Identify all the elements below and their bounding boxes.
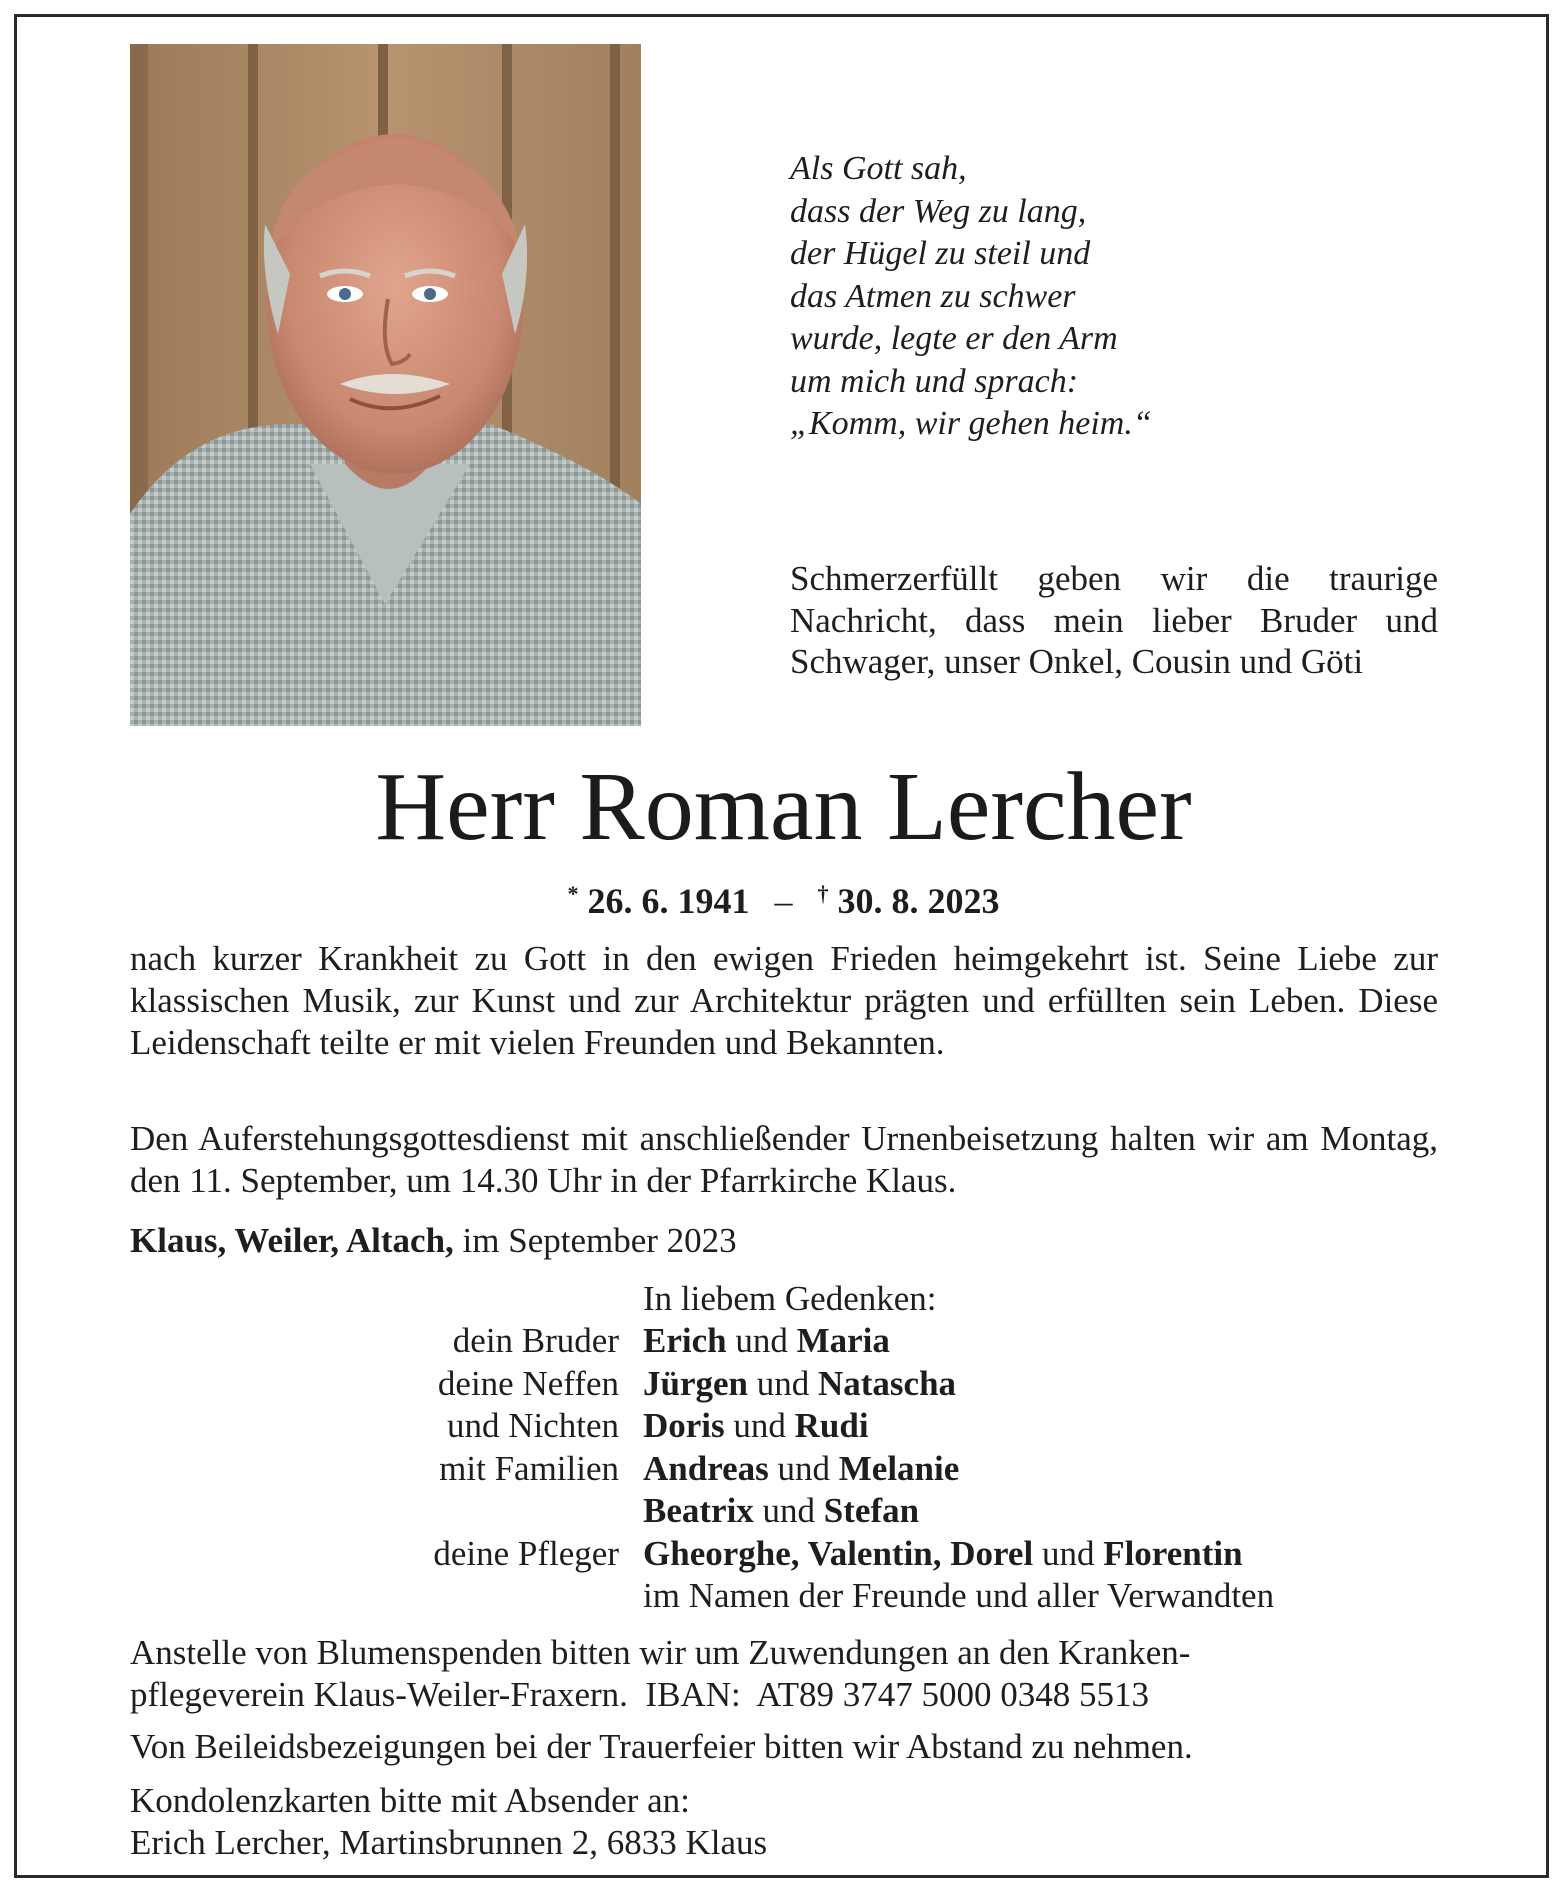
donation-note <box>130 1632 1438 1716</box>
caregiver-names: Gheorghe, Valentin, Dorel <box>643 1533 1034 1573</box>
family-row <box>0 1490 1567 1533</box>
family-names <box>643 1405 869 1448</box>
in-memory-heading: In liebem Gedenken: <box>643 1279 937 1318</box>
birth-date: 26. 6. 1941 <box>587 881 750 921</box>
life-dates <box>0 872 1567 923</box>
family-names <box>643 1448 959 1491</box>
family-name: Erich <box>643 1321 727 1360</box>
conjunction: und <box>756 1363 810 1403</box>
family-names <box>643 1533 1243 1576</box>
family-role: deine Neffen <box>437 1363 619 1403</box>
family-name: Natascha <box>818 1363 957 1403</box>
birth-symbol: * <box>567 881 579 906</box>
family-name: Rudi <box>794 1406 869 1445</box>
conjunction: und <box>1041 1533 1095 1573</box>
family-row-closing <box>0 1575 1567 1618</box>
poem-line: Als Gott sah, <box>790 150 967 187</box>
family-names <box>643 1363 956 1406</box>
deceased-name: Herr Roman Lercher <box>375 753 1192 861</box>
poem-line: wurde, legte er den Arm <box>790 320 1118 357</box>
closing-line: im Namen der Freunde und aller Verwandten <box>643 1576 1275 1615</box>
family-list <box>0 1320 1567 1618</box>
donation-line: pflegeverein Klaus-Weiler-Fraxern. IBAN: AT89 3747 5000 0348 5513 <box>130 1675 1150 1714</box>
conjunction: und <box>762 1491 816 1530</box>
conjunction: und <box>777 1448 831 1488</box>
family-name: Andreas <box>643 1448 769 1488</box>
obituary-paragraph: nach kurzer Krankheit zu Gott in den ewigen Frieden heimgekehrt ist. Seine Liebe zur klassischen Musik, zur Kunst und zur Architektur prägten und erfüllten sein Leben. Diese Leidenschaft teilte er mit vielen Freunden und Bekannten. <box>130 939 1438 1062</box>
family-role: und Nichten <box>446 1406 619 1445</box>
cards-line: Kondolenzkarten bitte mit Absender an: <box>130 1781 690 1820</box>
family-role: mit Familien <box>439 1448 619 1488</box>
poem-line: der Hügel zu steil und <box>790 235 1091 272</box>
family-role: deine Pfleger <box>433 1533 619 1573</box>
family-row <box>0 1363 1567 1406</box>
poem-line: um mich und sprach: <box>790 362 1079 400</box>
family-row-caregivers <box>0 1533 1567 1576</box>
poem-line: das Atmen zu schwer <box>790 277 1076 315</box>
family-name: Doris <box>643 1406 725 1445</box>
portrait-photo <box>130 44 641 726</box>
caregiver-name: Florentin <box>1103 1533 1243 1573</box>
family-row <box>0 1448 1567 1491</box>
family-name: Beatrix <box>643 1491 754 1530</box>
death-symbol: † <box>817 881 829 906</box>
conjunction: und <box>735 1321 788 1360</box>
family-row <box>0 1320 1567 1363</box>
places: Klaus, Weiler, Altach, <box>130 1221 454 1260</box>
family-row <box>0 1405 1567 1448</box>
poem <box>790 148 1350 446</box>
poem-line: „Komm, wir gehen heim.“ <box>790 405 1152 442</box>
funeral-service-paragraph: Den Auferstehungsgottesdienst mit anschließender Urnenbeisetzung halten wir am Montag, den 11. September, um 14.30 Uhr in der Pfarrkirche Klaus. <box>130 1119 1438 1200</box>
cards-address: Erich Lercher, Martinsbrunnen 2, 6833 Klaus <box>130 1823 768 1862</box>
poem-line: dass der Weg zu lang, <box>790 192 1087 230</box>
condolence-note: Von Beileidsbezeigungen bei der Trauerfeier bitten wir Abstand zu nehmen. <box>130 1727 1193 1766</box>
donation-line: Anstelle von Blumenspenden bitten wir um Zuwendungen an den Kranken- <box>130 1633 1191 1672</box>
month-year: im September 2023 <box>462 1221 737 1260</box>
family-name: Melanie <box>838 1448 960 1488</box>
family-names <box>643 1320 890 1363</box>
family-name: Maria <box>796 1321 890 1360</box>
family-role: dein Bruder <box>452 1321 619 1360</box>
place-date-line <box>130 1220 737 1262</box>
date-separator: – <box>774 881 793 921</box>
conjunction: und <box>733 1406 786 1445</box>
family-name: Stefan <box>823 1491 920 1530</box>
death-date: 30. 8. 2023 <box>837 881 1000 921</box>
announcement-intro: Schmerzerfüllt geben wir die traurige Nachricht, dass mein lieber Bruder und Schwager, unser Onkel, Cousin und Göti <box>790 559 1438 681</box>
condolence-cards <box>130 1780 1438 1864</box>
family-name: Jürgen <box>643 1363 748 1403</box>
family-names <box>643 1490 919 1533</box>
